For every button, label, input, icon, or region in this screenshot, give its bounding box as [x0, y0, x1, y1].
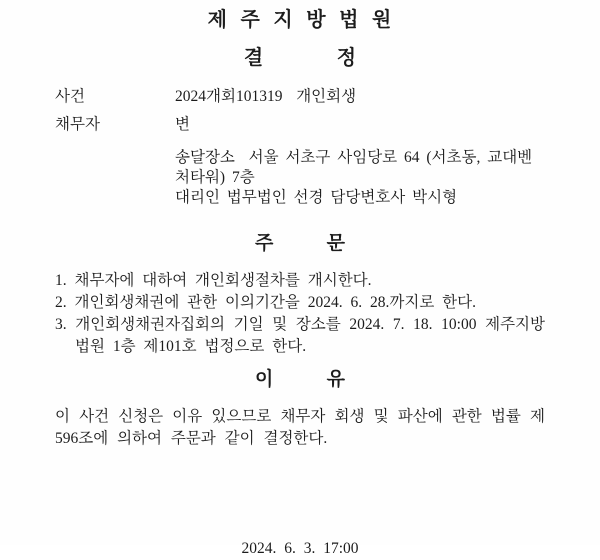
reason-text: 이 사건 신청은 이유 있으므로 채무자 회생 및 파산에 관한 법률 제596조에 의하여 주문과 같이 결정한다. [55, 408, 545, 447]
order-item: 1. 채무자에 대하여 개인회생절차를 개시한다. [55, 272, 372, 289]
reason-heading: 이 유 [255, 369, 345, 390]
order-item: 3. 개인회생채권자집회의 기일 및 장소를 2024. 7. 18. 10:00 제주지방법원 1층 제101호 법정으로 한다. [55, 316, 545, 355]
order-section [55, 232, 545, 358]
order-heading: 주 문 [255, 233, 345, 254]
debtor-detail-block [175, 148, 545, 208]
case-info-section [55, 86, 545, 208]
label-value-gap [125, 86, 175, 108]
order-item: 2. 개인회생채권에 관한 이의기간을 2024. 6. 28.까지로 한다. [55, 294, 476, 311]
debtor-label: 채무자 [55, 116, 100, 133]
decision-datetime: 2024. 6. 3. 17:00 [241, 540, 359, 557]
case-number-row [55, 86, 545, 108]
order-item-list [55, 270, 545, 358]
label-value-gap [125, 114, 175, 136]
reason-section [55, 368, 545, 450]
case-number-value: 2024개회101319 개인회생 [175, 88, 357, 105]
case-number-label: 사건 [55, 88, 85, 105]
representative-line: 대리인 법무법인 선경 담당변호사 박시형 [175, 189, 458, 206]
document-type-heading: 결 정 [243, 47, 357, 69]
debtor-row [55, 114, 545, 136]
court-name-title: 제 주 지 방 법 원 [207, 9, 393, 31]
debtor-name-value: 변 [175, 116, 190, 133]
service-address-line: 송달장소 서울 서초구 사임당로 64 (서초동, 교대벤처타워) 7층 [175, 149, 533, 186]
